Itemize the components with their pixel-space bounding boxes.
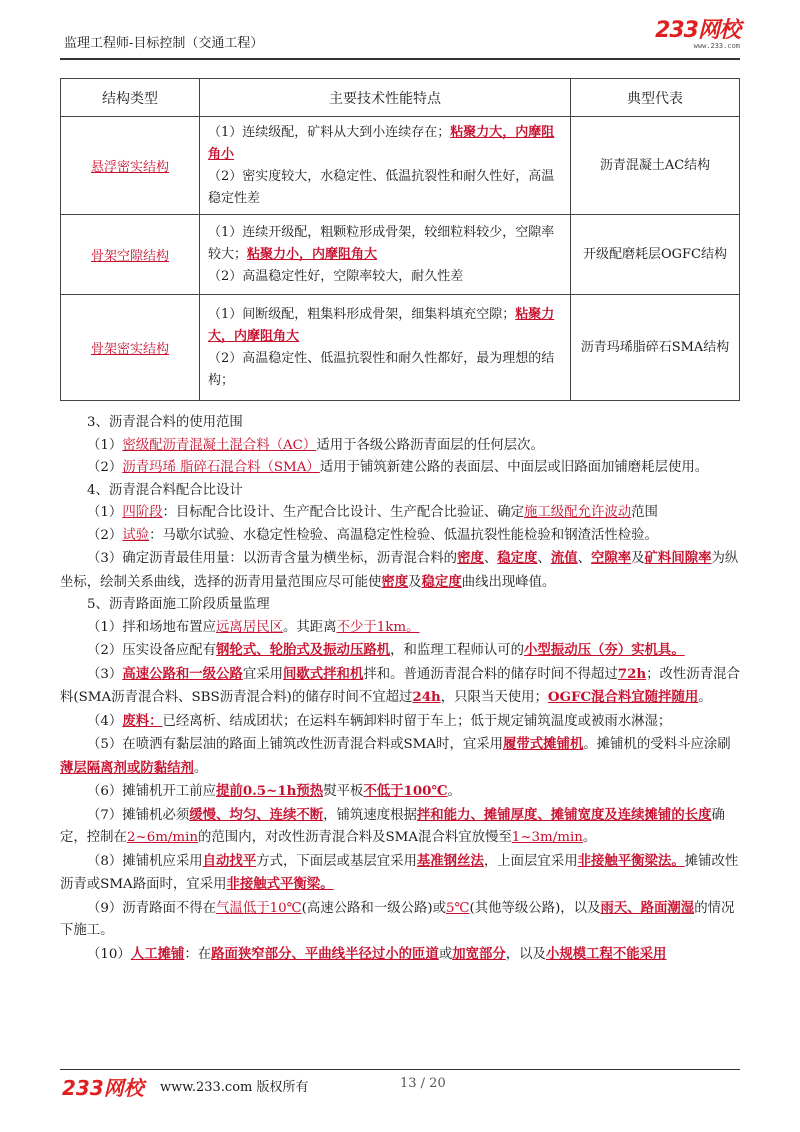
- paragraph: （8）摊铺机应采用自动找平方式，下面层或基层宜采用基准钢丝法，上面层宜采用非接触平衡梁法。摊铺改性沥青或SMA路面时，宜采用非接触式平衡梁。: [60, 852, 739, 892]
- paragraph: （2）试验：马歇尔试验、水稳定性检验、高温稳定性检验、低温抗裂性能检验和钢渣活性检验。: [87, 527, 658, 543]
- structure-representative: 沥青玛琋脂碎石SMA结构: [571, 295, 740, 401]
- table-row: [61, 117, 740, 215]
- structure-type: 骨架空隙结构: [61, 215, 200, 295]
- section-heading: 4、沥青混合料配合比设计: [87, 482, 243, 498]
- page-number: 13 / 20: [400, 1076, 446, 1091]
- table-row: [61, 295, 740, 401]
- structure-type: 骨架密实结构: [61, 295, 200, 401]
- paragraph: （4）废料：已经离析、结成团状；在运料车辆卸料时留于车上；低于规定铺筑温度或被雨水淋湿；: [87, 712, 672, 729]
- paragraph: （7）摊铺机必须缓慢、均匀、连续不断，铺筑速度根据拌和能力、摊铺厚度、摊铺宽度及连续摊铺的长度确定，控制在2~6m/min的范围内，对改性沥青混合料及SMA混合料宜放慢至1~3m/min。: [60, 806, 725, 845]
- table-header-cell: 结构类型: [61, 79, 200, 117]
- paragraph: （9）沥青路面不得在气温低于10℃(高速公路和一级公路)或5℃(其他等级公路)，以及雨天、路面潮湿的情况下施工。: [60, 899, 735, 938]
- body-content: [60, 412, 740, 966]
- brand-logo: [655, 20, 740, 50]
- paragraph: （1）拌和场地布置应远离居民区。其距离不少于1km。: [87, 619, 420, 635]
- logo-url: www.233.com: [693, 42, 740, 50]
- paragraph: （1）密级配沥青混凝土混合料（AC）适用于各级公路沥青面层的任何层次。: [87, 437, 544, 453]
- footer-logo: 233网校: [62, 1076, 144, 1100]
- paragraph: （2）压实设备应配有钢轮式、轮胎式及振动压路机，和监理工程师认可的小型振动压（夯）实机具。: [87, 642, 685, 658]
- structure-features: （1）连续级配，矿料从大到小连续存在；粘聚力大，内摩阻角小 （2）密实度较大，水稳定性、低温抗裂性和耐久性好，高温稳定性差: [200, 117, 571, 215]
- page-footer: [62, 1072, 742, 1102]
- paragraph: （3）确定沥青最佳用量：以沥青含量为横坐标，沥青混合料的密度、稳定度、流值、空隙率及矿料间隙率为纵坐标，绘制关系曲线，选择的沥青用量范围应尽可能使密度及稳定度曲线出现峰值。: [60, 550, 739, 590]
- structure-representative: 沥青混凝土AC结构: [571, 117, 740, 215]
- table-header-cell: 典型代表: [571, 79, 740, 117]
- structure-features: （1）间断级配，粗集料形成骨架，细集料填充空隙；粘聚力大，内摩阻角大 （2）高温稳定性、低温抗裂性和耐久性都好，最为理想的结构；: [200, 295, 571, 401]
- table-row: [61, 215, 740, 295]
- paragraph: （10）人工摊铺：在路面狭窄部分、平曲线半径过小的匝道或加宽部分，以及小规模工程不能采用: [87, 945, 667, 962]
- paragraph: （6）摊铺机开工前应提前0.5~1h预热熨平板不低于100℃。: [87, 783, 461, 799]
- table-header-row: [61, 79, 740, 117]
- paragraph: （2）沥青玛琋 脂碎石混合料（SMA）适用于铺筑新建公路的表面层、中面层或旧路面加铺磨耗层使用。: [87, 460, 709, 475]
- paragraph: （3）高速公路和一级公路宜采用间歇式拌和机拌和。普通沥青混合料的储存时间不得超过72h；改性沥青混合料(SMA沥青混合料、SBS沥青混合料)的储存时间不宜超过24h，只限当天使用；OGFC混合料宜随拌随用。: [60, 665, 740, 705]
- structure-type: 悬浮密实结构: [61, 117, 200, 215]
- structure-table: [60, 78, 740, 401]
- section-heading: 5、沥青路面施工阶段质量监理: [87, 597, 270, 612]
- paragraph: （5）在喷洒有黏层油的路面上铺筑改性沥青混合料或SMA时，宜采用履带式摊铺机。摊铺机的受料斗应涂刷薄层隔离剂或防黏结剂。: [60, 736, 731, 776]
- table-header-cell: 主要技术性能特点: [200, 79, 571, 117]
- header-title: 监理工程师-目标控制（交通工程）: [64, 36, 264, 51]
- section-heading: 3、沥青混合料的使用范围: [87, 415, 243, 430]
- paragraph: （1）四阶段：目标配合比设计、生产配合比设计、生产配合比验证、确定施工级配允许波动范围: [87, 505, 658, 520]
- header-divider: [60, 58, 740, 60]
- structure-representative: 开级配磨耗层OGFC结构: [571, 215, 740, 295]
- footer-site: www.233.com 版权所有: [160, 1080, 309, 1095]
- structure-features: （1）连续开级配，粗颗粒形成骨架，较细粒料较少，空隙率较大；粘聚力小，内摩阻角大 （2）高温稳定性好，空隙率较大，耐久性差: [200, 215, 571, 295]
- footer-divider: [60, 1069, 740, 1070]
- page-header: [60, 18, 740, 54]
- logo-text: 233网校: [655, 18, 740, 43]
